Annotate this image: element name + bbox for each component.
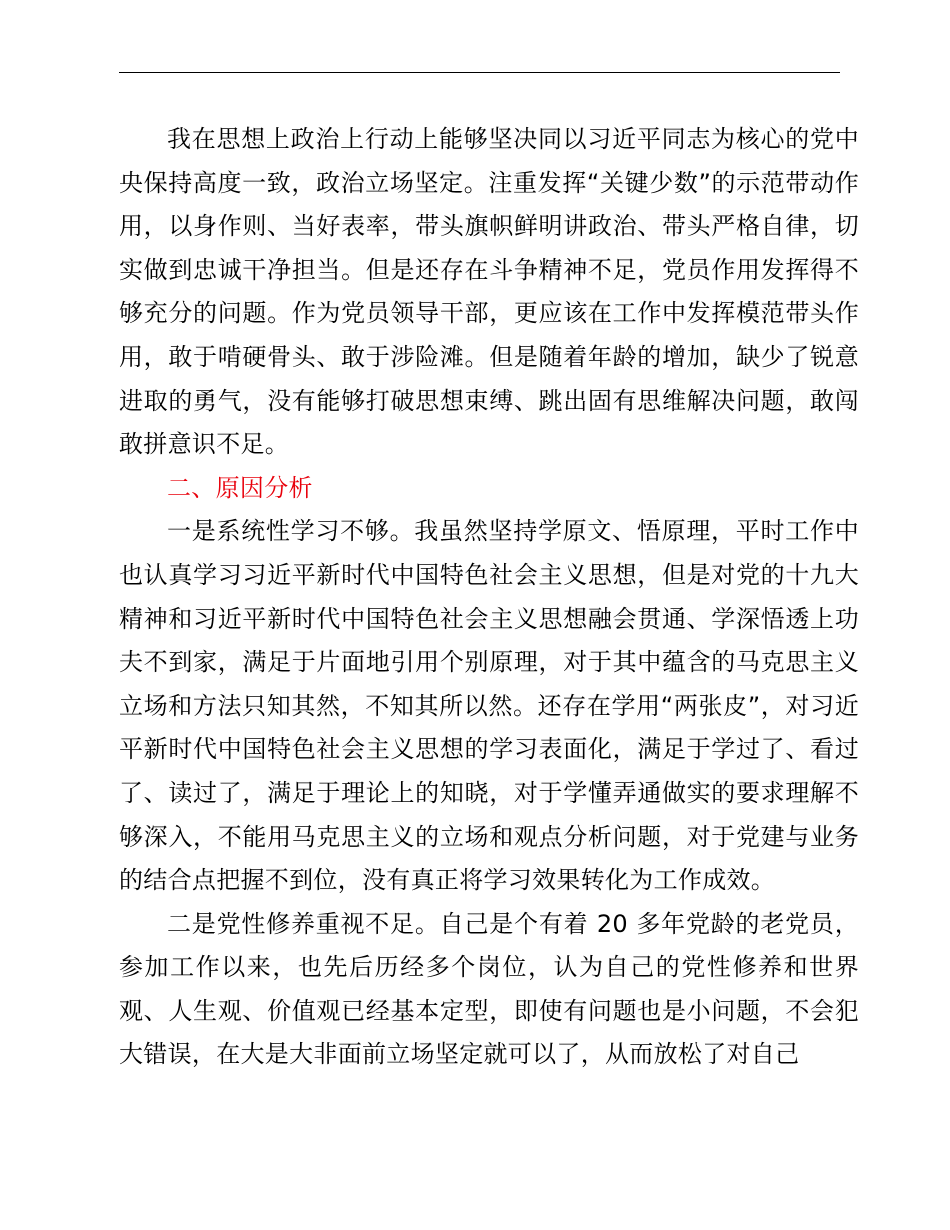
paragraph-study-insufficient: 一是系统性学习不够。我虽然坚持学原文、悟原理，平时工作中也认真学习习近平新时代中国特色社会主义思想，但是对党的十九大精神和习近平新时代中国特色社会主义思想融会贯通、学深悟透上功夫不到家，满足于片面地引用个别原理，对于其中蕴含的马克思主义立场和方法只知其然，不知其所以然。还存在学用“两张皮”，对习近平新时代中国特色社会主义思想的学习表面化，满足于学过了、看过了、读过了，满足于理论上的知晓，对于学懂弄通做实的要求理解不够深入，不能用马克思主义的立场和观点分析问题，对于党建与业务的结合点把握不到位，没有真正将学习效果转化为工作成效。 [119,517,859,895]
document-body [119,118,859,1077]
header-rule [119,72,840,73]
section-heading-cause-analysis: 二、原因分析 [167,473,313,502]
paragraph-party-cultivation: 二是党性修养重视不足。自己是个有着 20 多年党龄的老党员，参加工作以来，也先后历经多个岗位，认为自己的党性修养和世界观、人生观、价值观已经基本定型，即使有问题也是小问题，不会犯大错误，在大是大非面前立场坚定就可以了，从而放松了对自己 [119,909,859,1069]
paragraph-political-stance: 我在思想上政治上行动上能够坚决同以习近平同志为核心的党中央保持高度一致，政治立场坚定。注重发挥“关键少数”的示范带动作用，以身作则、当好表率，带头旗帜鲜明讲政治、带头严格自律，切实做到忠诚干净担当。但是还存在斗争精神不足，党员作用发挥得不够充分的问题。作为党员领导干部，更应该在工作中发挥模范带头作用，敢于啃硬骨头、敢于涉险滩。但是随着年龄的增加，缺少了锐意进取的勇气，没有能够打破思想束缚、跳出固有思维解决问题，敢闯敢拼意识不足。 [119,125,859,459]
